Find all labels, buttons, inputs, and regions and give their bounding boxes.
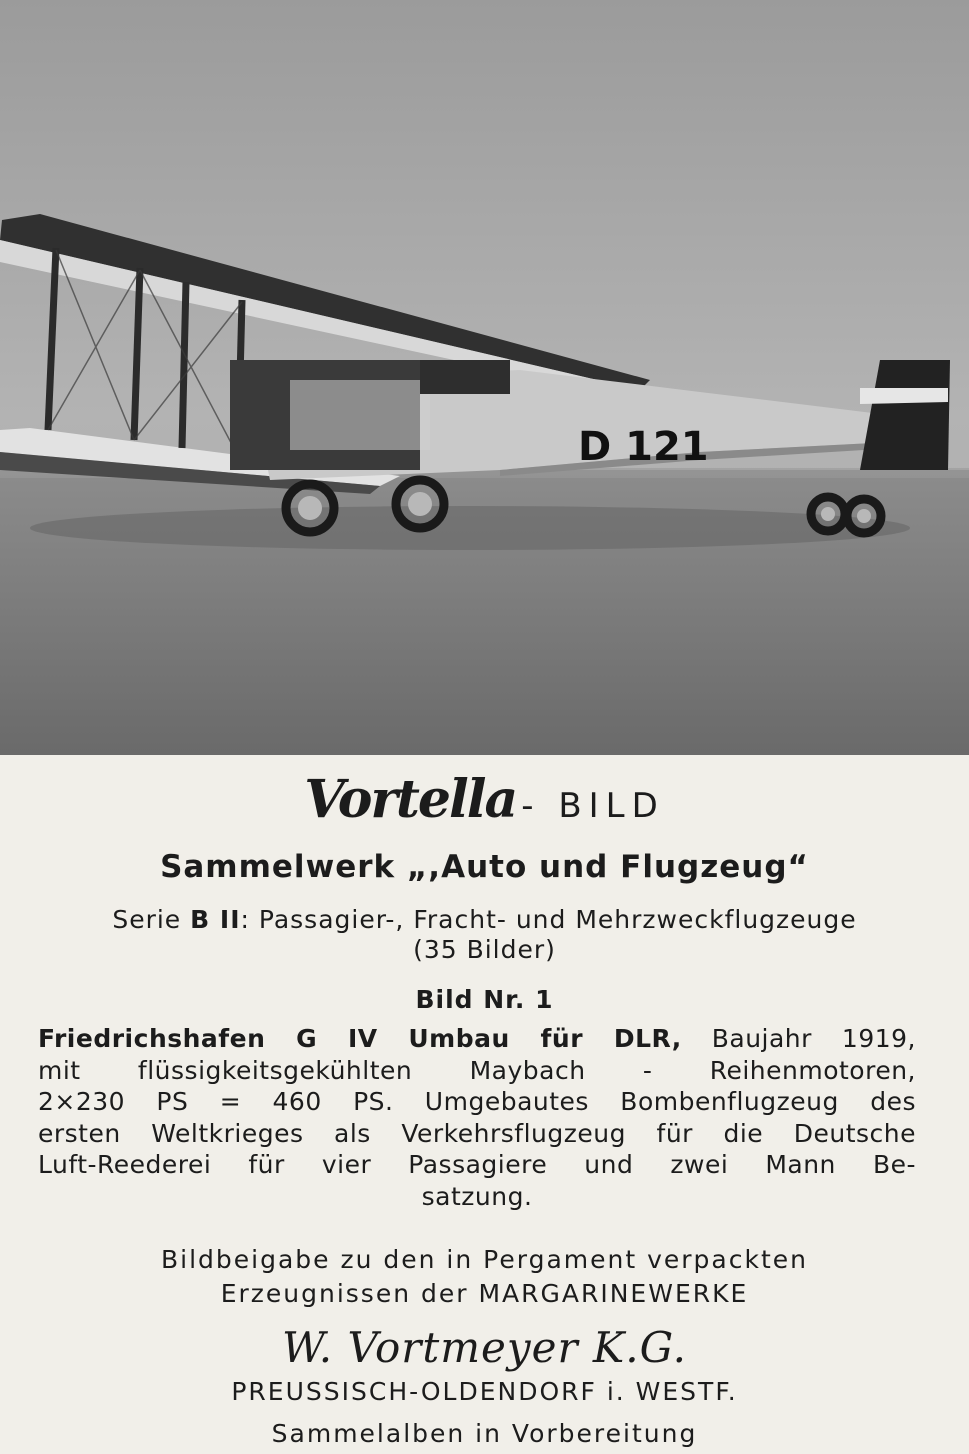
registration-mark: D 121 (578, 424, 709, 470)
description-line-4: ersten Weltkrieges als Verkehrsflugzeug für die Deutsche (38, 1118, 916, 1148)
description-line-3: 2×230 PS = 460 PS. Umgebautes Bombenflugzeug des (38, 1087, 916, 1116)
brand-logo: Vortella (304, 769, 517, 830)
series-prefix: Serie (112, 905, 191, 934)
brand-heading (0, 769, 969, 835)
company-location: PREUSSISCH-OLDENDORF i. WESTF. (231, 1377, 738, 1406)
description-line-2: mit flüssigkeitsgekühlten Maybach - Reihenmotoren, (38, 1055, 916, 1085)
company-signature: W. Vortmeyer K.G. (281, 1323, 688, 1372)
description-line-1 (38, 1023, 916, 1055)
brand-suffix: - BILD (521, 786, 665, 826)
aircraft-description (38, 1023, 916, 1212)
description-line-5: Luft-Reederei für vier Passagiere und zwei Mann Be- (38, 1150, 916, 1179)
description-line-6: satzung. (421, 1181, 533, 1211)
gift-note-line-1: Bildbeigabe zu den in Pergament verpackten (160, 1245, 808, 1274)
series-line (0, 905, 969, 934)
picture-number: Bild Nr. 1 (415, 985, 554, 1014)
series-code: B II (190, 905, 241, 934)
description-year: Baujahr 1919, (681, 1024, 917, 1053)
card-text (0, 755, 969, 1454)
series-count: (35 Bilder) (413, 935, 556, 964)
collection-title: Sammelwerk „,Auto und Flugzeug“ (160, 849, 809, 885)
gift-note-line-2: Erzeugnissen der MARGARINEWERKE (220, 1279, 749, 1308)
series-title: : Passagier-, Fracht- und Mehrzweckflugzeuge (240, 905, 857, 934)
aircraft-name: Friedrichshafen G IV Umbau für DLR, (38, 1024, 682, 1053)
albums-note: Sammelalben in Vorbereitung (271, 1419, 698, 1448)
